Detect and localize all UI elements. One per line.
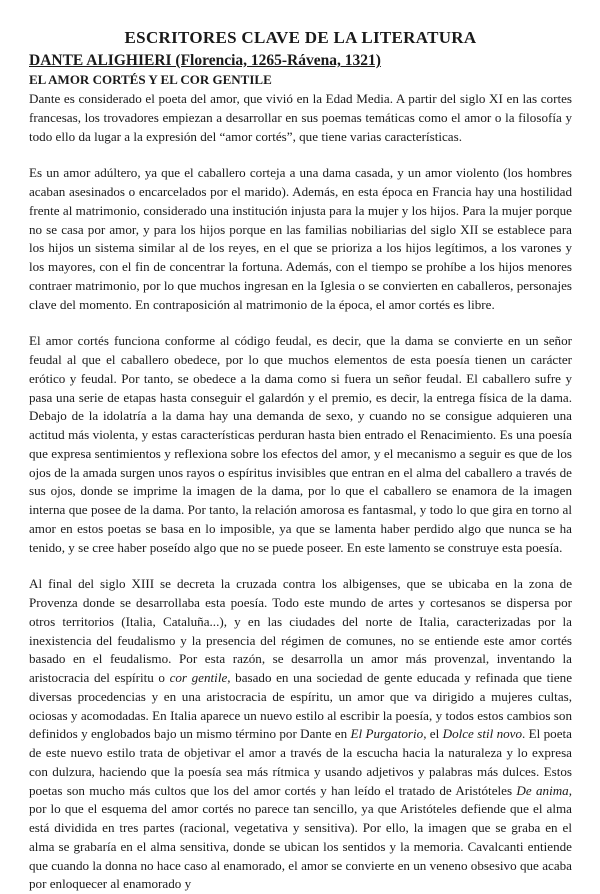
- paragraph-1: Dante es considerado el poeta del amor, que vivió en la Edad Media. A partir del siglo XI en las cortes francesas, los trovadores empiezan a desarrollar en sus poemas temáticas como el amor o la filosofía y todo ello da lugar a la expresión del “amor cortés”, que tiene varias características.: [29, 91, 572, 144]
- document-page: [29, 27, 572, 894]
- author-heading: DANTE ALIGHIERI (Florencia, 1265-Rávena, 1321): [29, 52, 381, 69]
- document-title: ESCRITORES CLAVE DE LA LITERATURA: [124, 28, 477, 47]
- paragraph-4: [29, 575, 572, 894]
- paragraph-4-text-e: , por lo que el esquema del amor cortés no parece tan sencillo, ya que Aristóteles defiende que el alma está dividida en tres partes (racional, vegetativa y sensitiva). Por ello, la imagen que se graba en el alma se grabaría en el alma sensitiva, donde se ubican los sentidos y la memoria. Cavalcanti entiende que cuando la donna no hace caso al enamorado, el amor se convierte en un veneno obsesivo que acaba por enloquecer al enamorado y: [29, 782, 572, 892]
- paragraph-4-text-d: . El poeta de este nuevo estilo trata de objetivar el amor a través de la escucha hacia la naturaleza y lo expresa con dulzura, haciendo que la poesía sea más rítmica y usando adjetivos y palabras más dulces. Estos poetas son mucho más cultos que los del amor cortés y han leído el tratado de Aristóteles: [29, 726, 572, 798]
- paragraph-3: El amor cortés funciona conforme al código feudal, es decir, que la dama se convierte en un señor feudal al que el caballero obedece, por lo que muchos elementos de esta poesía tienen un carácter erótico y feudal. Por tanto, se obedece a la dama como si fuera un señor feudal. El caballero sufre y pasa una serie de etapas hasta conseguir el galardón y el premio, es decir, la entrega física de la dama. Debajo de la idolatría a la dama hay una demanda de sexo, y cuando no se consigue adquieren una actitud más violenta, y estas características perduran hasta bien entrado el Renacimiento. Es una poesía que expresa sentimientos y reflexiona sobre los efectos del amor, y el mecanismo a seguir es que de los ojos de la amada surgen unos rayos o espíritus invisibles que entran en el alma del caballero a través de sus ojos, donde se imprime la imagen de la dama, por lo que el caballero se enamora de la imagen interna que posee de la dama. Por tanto, la relación amorosa es fantasmal, y todo lo que gira en torno al amor en estos poetas se basa en lo imposible, ya que se lamenta haber perdido algo que nunca se ha tenido, y se cree haber poseído algo que no se puede poseer. En este lamento se construye esta poesía.: [29, 333, 572, 555]
- paragraph-4-text-a: Al final del siglo XIII se decreta la cruzada contra los albigenses, que se ubicaba en la zona de Provenza donde se desarrollaba esta poesía. Todo este mundo de artes y cortesanos se dispersa por otros territorios (Italia, Cataluña...), y en las ciudades del norte de Italia, caracterizadas por la inexistencia del feudalismo y la presencia del régimen de comunes, no se entiende este amor cortés basado en el feudalismo. Por esta razón, se desarrolla un amor más provenzal, inventando la aristocracia del espíritu o: [29, 576, 572, 685]
- paragraph-2: Es un amor adúltero, ya que el caballero corteja a una dama casada, y un amor violento (los hombres acaban asesinados o encarcelados por el marido). Además, en esta época en Francia hay una hostilidad frente al matrimonio, considerado una institución injusta para la mujer y los hijos. Para la mujer porque no se casa por amor, y para los hijos porque en las familias nobiliarias del siglo XII se establece para los hijos un sistema similar al de los reyes, en el que se prioriza a los hijos legítimos, a los varones y los mayores, con el fin de concentrar la fortuna. Además, con el tiempo se prohíbe a los hijos menores contraer matrimonio, por lo que muchos ingresan en la Iglesia o se convierten en caballeros, personajes clave del momento. En contraposición al matrimonio de la época, el amor cortés es libre.: [29, 165, 572, 312]
- paragraph-4-text-c: , el: [423, 726, 443, 742]
- italic-term-dolce-stil-novo: Dolce stil novo: [442, 726, 523, 742]
- italic-title-de-anima: De anima: [516, 782, 569, 798]
- paragraph-4-text-b: , basado en una sociedad de gente educada y refinada que tiene diversas procedencias y en una aristocracia de espíritu, un amor que va dirigido a mujeres cultas, ociosas y acomodadas. En Italia aparece un nuevo estilo al escribir la poesía, y todos estos cambios son definidos y englobados bajo un mismo término por Dante en: [29, 670, 573, 742]
- italic-title-purgatorio: El Purgatorio: [350, 726, 424, 742]
- italic-term-cor-gentile: cor gentile: [169, 670, 228, 685]
- section-heading: EL AMOR CORTÉS Y EL COR GENTILE: [29, 72, 272, 87]
